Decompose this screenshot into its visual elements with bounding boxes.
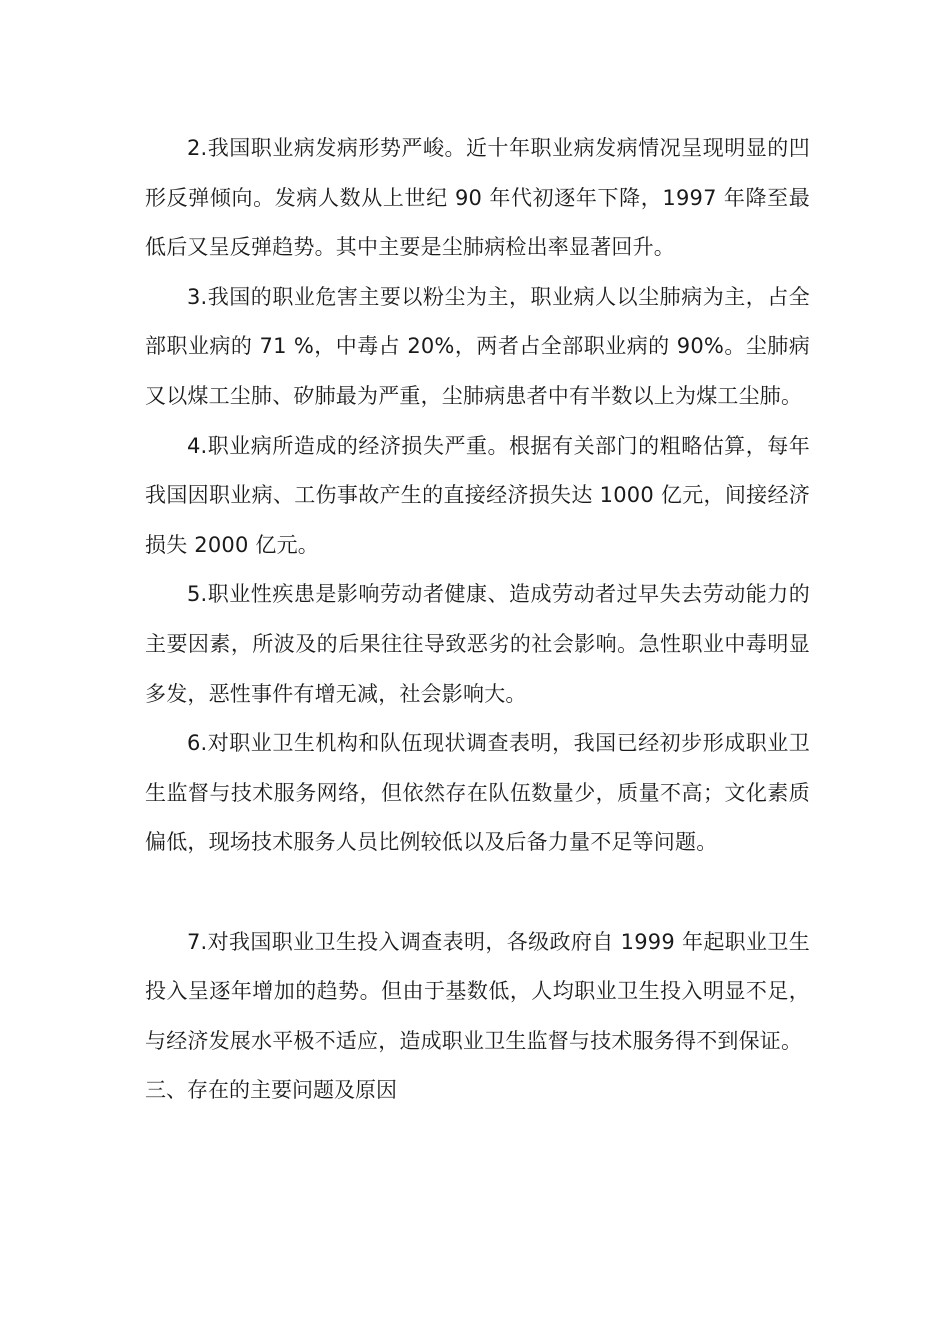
document-body <box>145 124 810 1116</box>
paragraph-4: 4.职业病所造成的经济损失严重。根据有关部门的粗略估算，每年我国因职业病、工伤事故产生的直接经济损失达 1000 亿元，间接经济损失 2000 亿元。 <box>145 433 810 557</box>
paragraph-7: 7.对我国职业卫生投入调查表明，各级政府自 1999 年起职业卫生投入呈逐年增加的趋势。但由于基数低，人均职业卫生投入明显不足，与经济发展水平极不适应，造成职业卫生监督与技术服务得不到保证。 <box>145 929 810 1053</box>
section-heading: 三、存在的主要问题及原因 <box>145 1078 397 1103</box>
paragraph-5: 5.职业性疾患是影响劳动者健康、造成劳动者过早失去劳动能力的主要因素，所波及的后果往往导致恶劣的社会影响。急性职业中毒明显多发，恶性事件有增无减，社会影响大。 <box>145 582 810 706</box>
paragraph-gap <box>145 868 810 918</box>
paragraph-6: 6.对职业卫生机构和队伍现状调查表明，我国已经初步形成职业卫生监督与技术服务网络，但依然存在队伍数量少，质量不高；文化素质偏低，现场技术服务人员比例较低以及后备力量不足等问题。 <box>145 731 810 855</box>
paragraph-3: 3.我国的职业危害主要以粉尘为主，职业病人以尘肺病为主，占全部职业病的 71 %，中毒占 20%，两者占全部职业病的 90%。尘肺病又以煤工尘肺、矽肺最为严重，尘肺病患者中有半数以上为煤工尘肺。 <box>145 284 810 408</box>
paragraph-2: 2.我国职业病发病形势严峻。近十年职业病发病情况呈现明显的凹形反弹倾向。发病人数从上世纪 90 年代初逐年下降，1997 年降至最低后又呈反弹趋势。其中主要是尘肺病检出率显著回升。 <box>145 136 810 260</box>
